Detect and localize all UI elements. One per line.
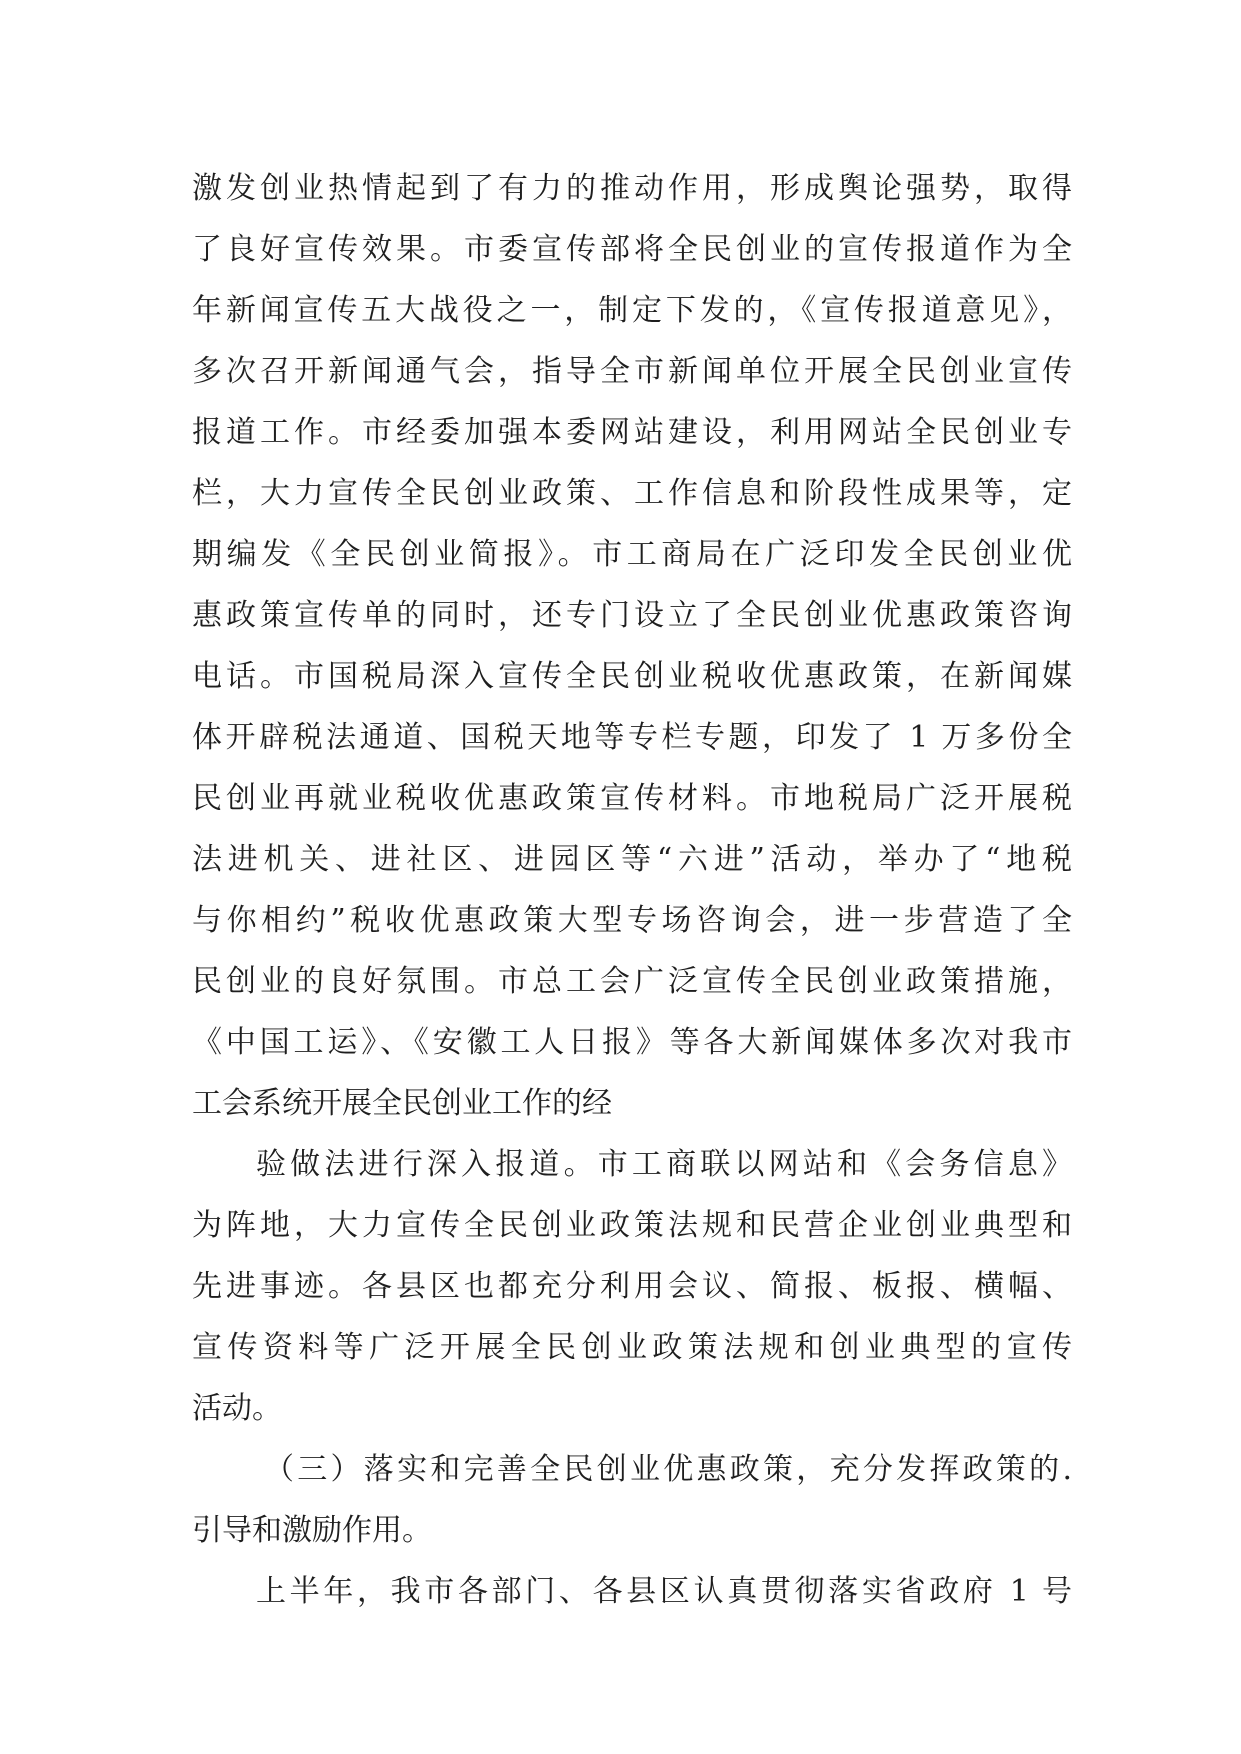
text-line: （三）落实和完善全民创业优惠政策，充分发挥政策的. xyxy=(264,1452,1072,1487)
text-line: 《中国工运》、《安徽工人日报》等各大新闻媒体多次对我市 xyxy=(192,1025,1072,1060)
text-line: 验做法进行深入报道。市工商联以网站和《会务信息》 xyxy=(256,1147,1072,1182)
text-line: 年新闻宣传五大战役之一，制定下发的，《宣传报道意见》， xyxy=(192,293,1072,328)
text-line: 与你相约”税收优惠政策大型专场咨询会，进一步营造了全 xyxy=(192,903,1072,938)
text-line: 为阵地，大力宣传全民创业政策法规和民营企业创业典型和 xyxy=(192,1208,1072,1243)
text-line: 期编发《全民创业简报》。市工商局在广泛印发全民创业优 xyxy=(192,537,1072,572)
text-line: 栏，大力宣传全民创业政策、工作信息和阶段性成果等，定 xyxy=(192,476,1072,511)
paragraph-first-half xyxy=(192,1561,1072,1622)
document-body xyxy=(192,158,1072,1622)
text-line: 引导和激励作用。 xyxy=(192,1513,432,1548)
text-line: 了良好宣传效果。市委宣传部将全民创业的宣传报道作为全 xyxy=(192,232,1072,267)
text-line: 宣传资料等广泛开展全民创业政策法规和创业典型的宣传 xyxy=(192,1330,1072,1365)
text-line: 报道工作。市经委加强本委网站建设，利用网站全民创业专 xyxy=(192,415,1072,450)
text-line: 体开辟税法通道、国税天地等专栏专题，印发了 1 万多份全 xyxy=(192,720,1072,755)
text-line: 工会系统开展全民创业工作的经 xyxy=(192,1086,612,1121)
text-line: 电话。市国税局深入宣传全民创业税收优惠政策，在新闻媒 xyxy=(192,659,1072,694)
section-heading xyxy=(192,1439,1072,1561)
text-line: 先进事迹。各县区也都充分利用会议、简报、板报、横幅、 xyxy=(192,1269,1072,1304)
text-line: 民创业的良好氛围。市总工会广泛宣传全民创业政策措施， xyxy=(192,964,1072,999)
text-line: 上半年，我市各部门、各县区认真贯彻落实省政府 1 号 xyxy=(256,1574,1072,1609)
text-line: 法进机关、进社区、进园区等“六进”活动，举办了“地税 xyxy=(192,842,1072,877)
text-line: 多次召开新闻通气会，指导全市新闻单位开展全民创业宣传 xyxy=(192,354,1072,389)
text-line: 民创业再就业税收优惠政策宣传材料。市地税局广泛开展税 xyxy=(192,781,1072,816)
text-line: 惠政策宣传单的同时，还专门设立了全民创业优惠政策咨询 xyxy=(192,598,1072,633)
text-line: 活动。 xyxy=(192,1391,282,1426)
text-line: 激发创业热情起到了有力的推动作用，形成舆论强势，取得 xyxy=(192,171,1072,206)
paragraph-federation xyxy=(192,1134,1072,1439)
paragraph-publicity xyxy=(192,158,1072,1134)
